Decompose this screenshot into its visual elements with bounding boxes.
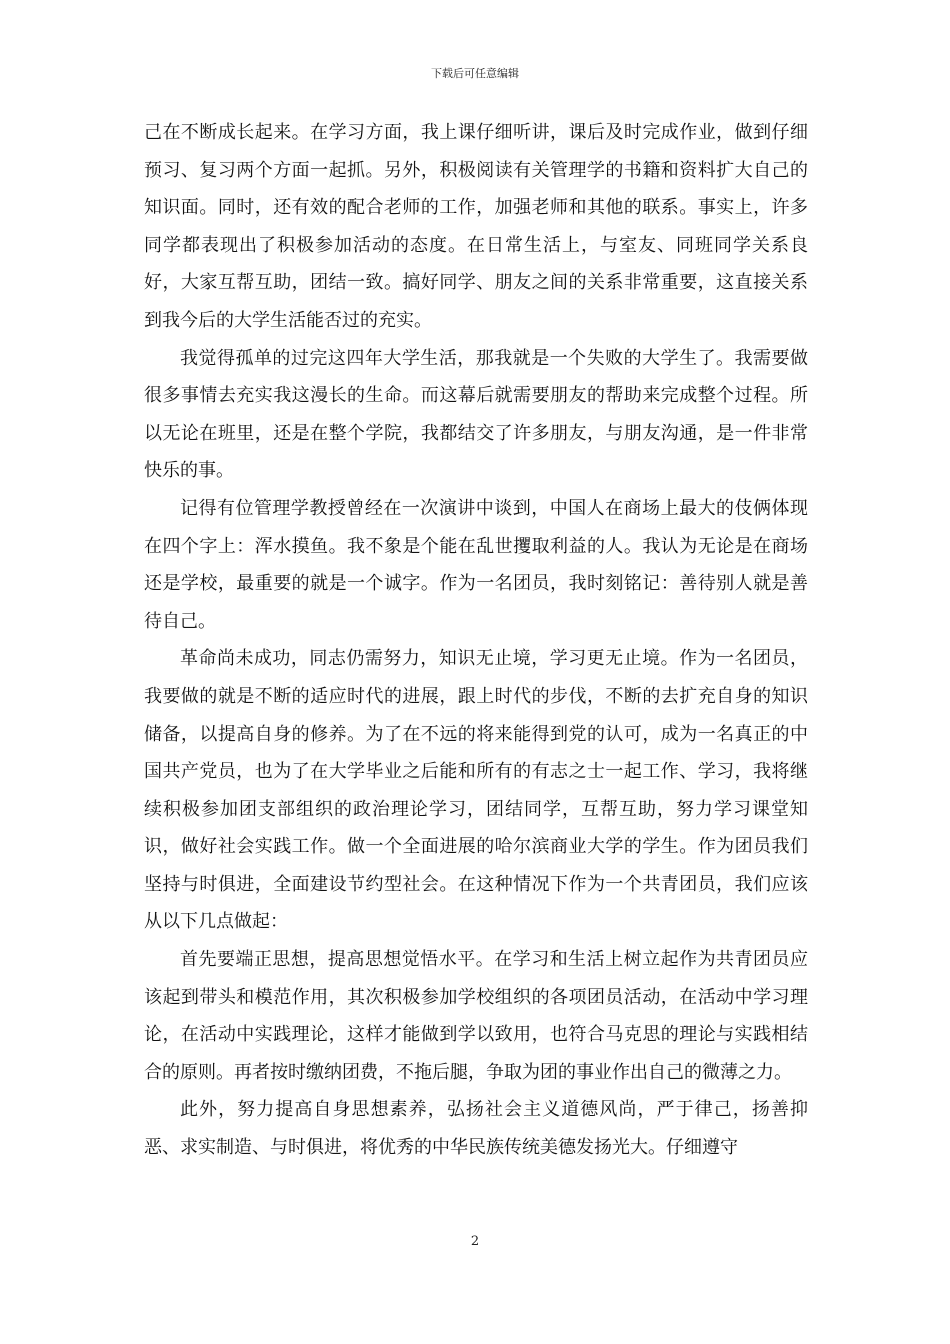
page-number: 2 (470, 1234, 480, 1249)
document-body (144, 114, 808, 1167)
paragraph-6: 此外，努力提高自身思想素养，弘扬社会主义道德风尚，严于律己，扬善抑恶、求实制造、与时俱进，将优秀的中华民族传统美德发扬光大。仔细遵守 (144, 1099, 808, 1159)
paragraph-4: 革命尚未成功，同志仍需努力，知识无止境，学习更无止境。作为一名团员，我要做的就是不断的适应时代的进展，跟上时代的步伐，不断的去扩充自身的知识储备，以提高自身的修养。为了在不远的将来能得到党的认可，成为一名真正的中国共产党员，也为了在大学毕业之后能和所有的有志之士一起工作、学习，我将继续积极参加团支部组织的政治理论学习，团结同学，互帮互助，努力学习课堂知识，做好社会实践工作。做一个全面进展的哈尔滨商业大学的学生。作为团员我们坚持与时俱进，全面建设节约型社会。在这种情况下作为一个共青团员，我们应该从以下几点做起： (144, 648, 808, 933)
paragraph-2: 我觉得孤单的过完这四年大学生活，那我就是一个失败的大学生了。我需要做很多事情去充实我这漫长的生命。而这幕后就需要朋友的帮助来完成整个过程。所以无论在班里，还是在整个学院，我都结交了许多朋友，与朋友沟通，是一件非常快乐的事。 (144, 347, 808, 482)
paragraph-1: 己在不断成长起来。在学习方面，我上课仔细听讲，课后及时完成作业，做到仔细预习、复习两个方面一起抓。另外，积极阅读有关管理学的书籍和资料扩大自己的知识面。同时，还有效的配合老师的工作，加强老师和其他的联系。事实上，许多同学都表现出了积极参加活动的态度。在日常生活上，与室友、同班同学关系良好，大家互帮互助，团结一致。搞好同学、朋友之间的关系非常重要，这直接关系到我今后的大学生活能否过的充实。 (144, 122, 808, 331)
page-header: 下载后可任意编辑 (431, 67, 519, 80)
paragraph-5: 首先要端正思想，提高思想觉悟水平。在学习和生活上树立起作为共青团员应该起到带头和模范作用，其次积极参加学校组织的各项团员活动，在活动中学习理论，在活动中实践理论，这样才能做到学以致用，也符合马克思的理论与实践相结合的原则。再者按时缴纳团费，不拖后腿，争取为团的事业作出自己的微薄之力。 (144, 949, 808, 1083)
paragraph-3: 记得有位管理学教授曾经在一次演讲中谈到，中国人在商场上最大的伎俩体现在四个字上：浑水摸鱼。我不象是个能在乱世攫取利益的人。我认为无论是在商场还是学校，最重要的就是一个诚字。作为一名团员，我时刻铭记：善待别人就是善待自己。 (144, 497, 808, 632)
